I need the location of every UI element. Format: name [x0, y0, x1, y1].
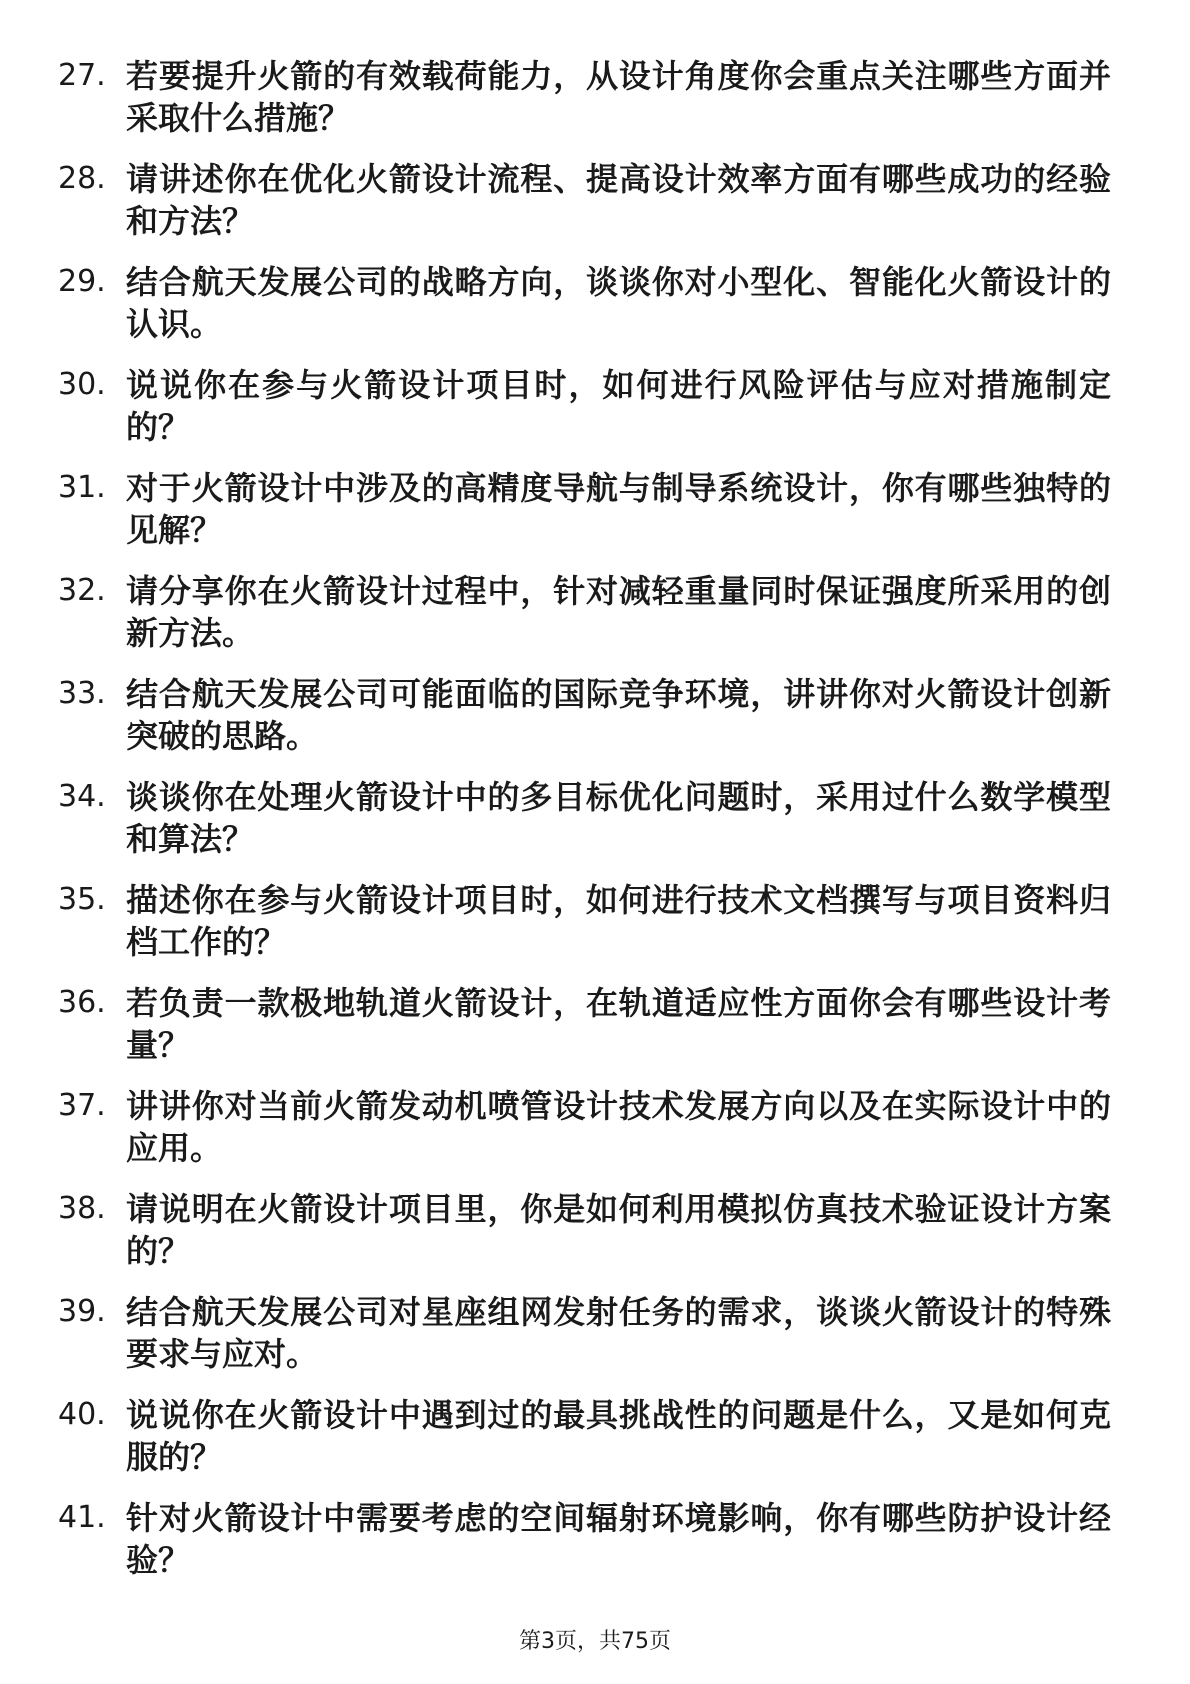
question-list [0, 55, 1190, 1600]
question-text: 结合航天发展公司可能面临的国际竞争环境，讲讲你对火箭设计创新突破的思路。 [126, 675, 1111, 755]
question-number: 36. [58, 985, 106, 1020]
question-text: 结合航天发展公司的战略方向，谈谈你对小型化、智能化火箭设计的认识。 [126, 263, 1111, 343]
question-item [0, 982, 1190, 1085]
question-number: 37. [58, 1088, 106, 1123]
question-number: 41. [58, 1500, 106, 1535]
question-text: 若要提升火箭的有效载荷能力，从设计角度你会重点关注哪些方面并采取什么措施？ [126, 57, 1111, 137]
question-number: 38. [58, 1191, 106, 1226]
question-text: 说说你在参与火箭设计项目时，如何进行风险评估与应对措施制定的？ [126, 366, 1111, 446]
question-number: 40. [58, 1397, 106, 1432]
question-item [0, 364, 1190, 467]
question-item [0, 1291, 1190, 1394]
question-number: 33. [58, 676, 106, 711]
question-text: 说说你在火箭设计中遇到过的最具挑战性的问题是什么，又是如何克服的？ [126, 1396, 1111, 1476]
question-number: 27. [58, 58, 106, 93]
question-number: 32. [58, 573, 106, 608]
question-text: 谈谈你在处理火箭设计中的多目标优化问题时，采用过什么数学模型和算法？ [126, 778, 1111, 858]
question-item [0, 1188, 1190, 1291]
question-item [0, 261, 1190, 364]
question-item [0, 158, 1190, 261]
question-text: 请讲述你在优化火箭设计流程、提高设计效率方面有哪些成功的经验和方法？ [126, 160, 1111, 240]
question-number: 29. [58, 264, 106, 299]
question-number: 39. [58, 1294, 106, 1329]
question-item [0, 673, 1190, 776]
question-number: 31. [58, 470, 106, 505]
question-item [0, 879, 1190, 982]
question-number: 28. [58, 161, 106, 196]
page-number-footer: 第3页，共75页 [519, 1629, 671, 1654]
question-text: 若负责一款极地轨道火箭设计，在轨道适应性方面你会有哪些设计考量？ [126, 984, 1111, 1064]
question-text: 描述你在参与火箭设计项目时，如何进行技术文档撰写与项目资料归档工作的？ [126, 881, 1111, 961]
question-number: 30. [58, 367, 106, 402]
question-number: 34. [58, 779, 106, 814]
question-item [0, 776, 1190, 879]
question-item [0, 1394, 1190, 1497]
question-text: 请分享你在火箭设计过程中，针对减轻重量同时保证强度所采用的创新方法。 [126, 572, 1111, 652]
question-text: 讲讲你对当前火箭发动机喷管设计技术发展方向以及在实际设计中的应用。 [126, 1087, 1111, 1167]
question-number: 35. [58, 882, 106, 917]
question-text: 针对火箭设计中需要考虑的空间辐射环境影响，你有哪些防护设计经验？ [126, 1499, 1111, 1579]
question-item [0, 570, 1190, 673]
question-item [0, 467, 1190, 570]
question-text: 结合航天发展公司对星座组网发射任务的需求，谈谈火箭设计的特殊要求与应对。 [126, 1293, 1111, 1373]
question-item [0, 55, 1190, 158]
question-item [0, 1497, 1190, 1600]
question-text: 请说明在火箭设计项目里，你是如何利用模拟仿真技术验证设计方案的？ [126, 1190, 1111, 1270]
question-item [0, 1085, 1190, 1188]
question-text: 对于火箭设计中涉及的高精度导航与制导系统设计，你有哪些独特的见解？ [126, 469, 1111, 549]
